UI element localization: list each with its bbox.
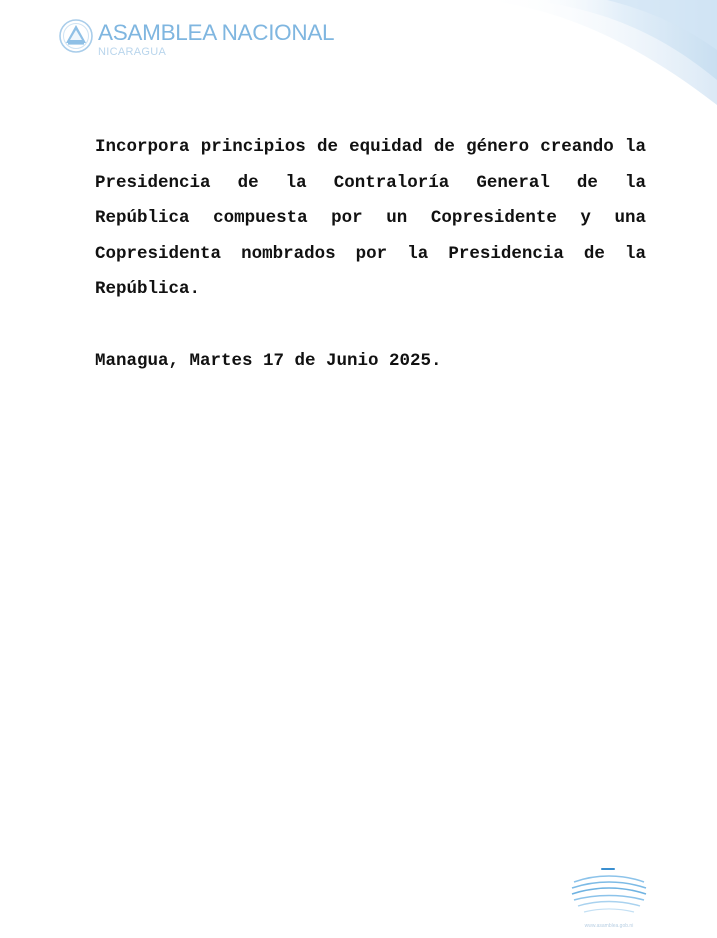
footer-website: www.asamblea.gob.ni <box>584 923 634 929</box>
asamblea-emblem-icon <box>58 18 94 54</box>
institution-name: ASAMBLEA NACIONAL <box>98 20 335 45</box>
corner-wave-decoration <box>457 0 717 120</box>
country-name: NICARAGUA <box>98 46 167 58</box>
document-body <box>95 130 646 379</box>
header-logo <box>58 18 334 58</box>
bill-summary: Incorpora principios de equidad de género creando la Presidencia de la Contraloría General de la República compuesta por un Copresidente y una Copresidenta nombrados por la Presidencia de la República. <box>95 137 646 299</box>
dateline: Managua, Martes 17 de Junio 2025. <box>95 350 442 371</box>
asamblea-wave-icon <box>566 862 652 932</box>
